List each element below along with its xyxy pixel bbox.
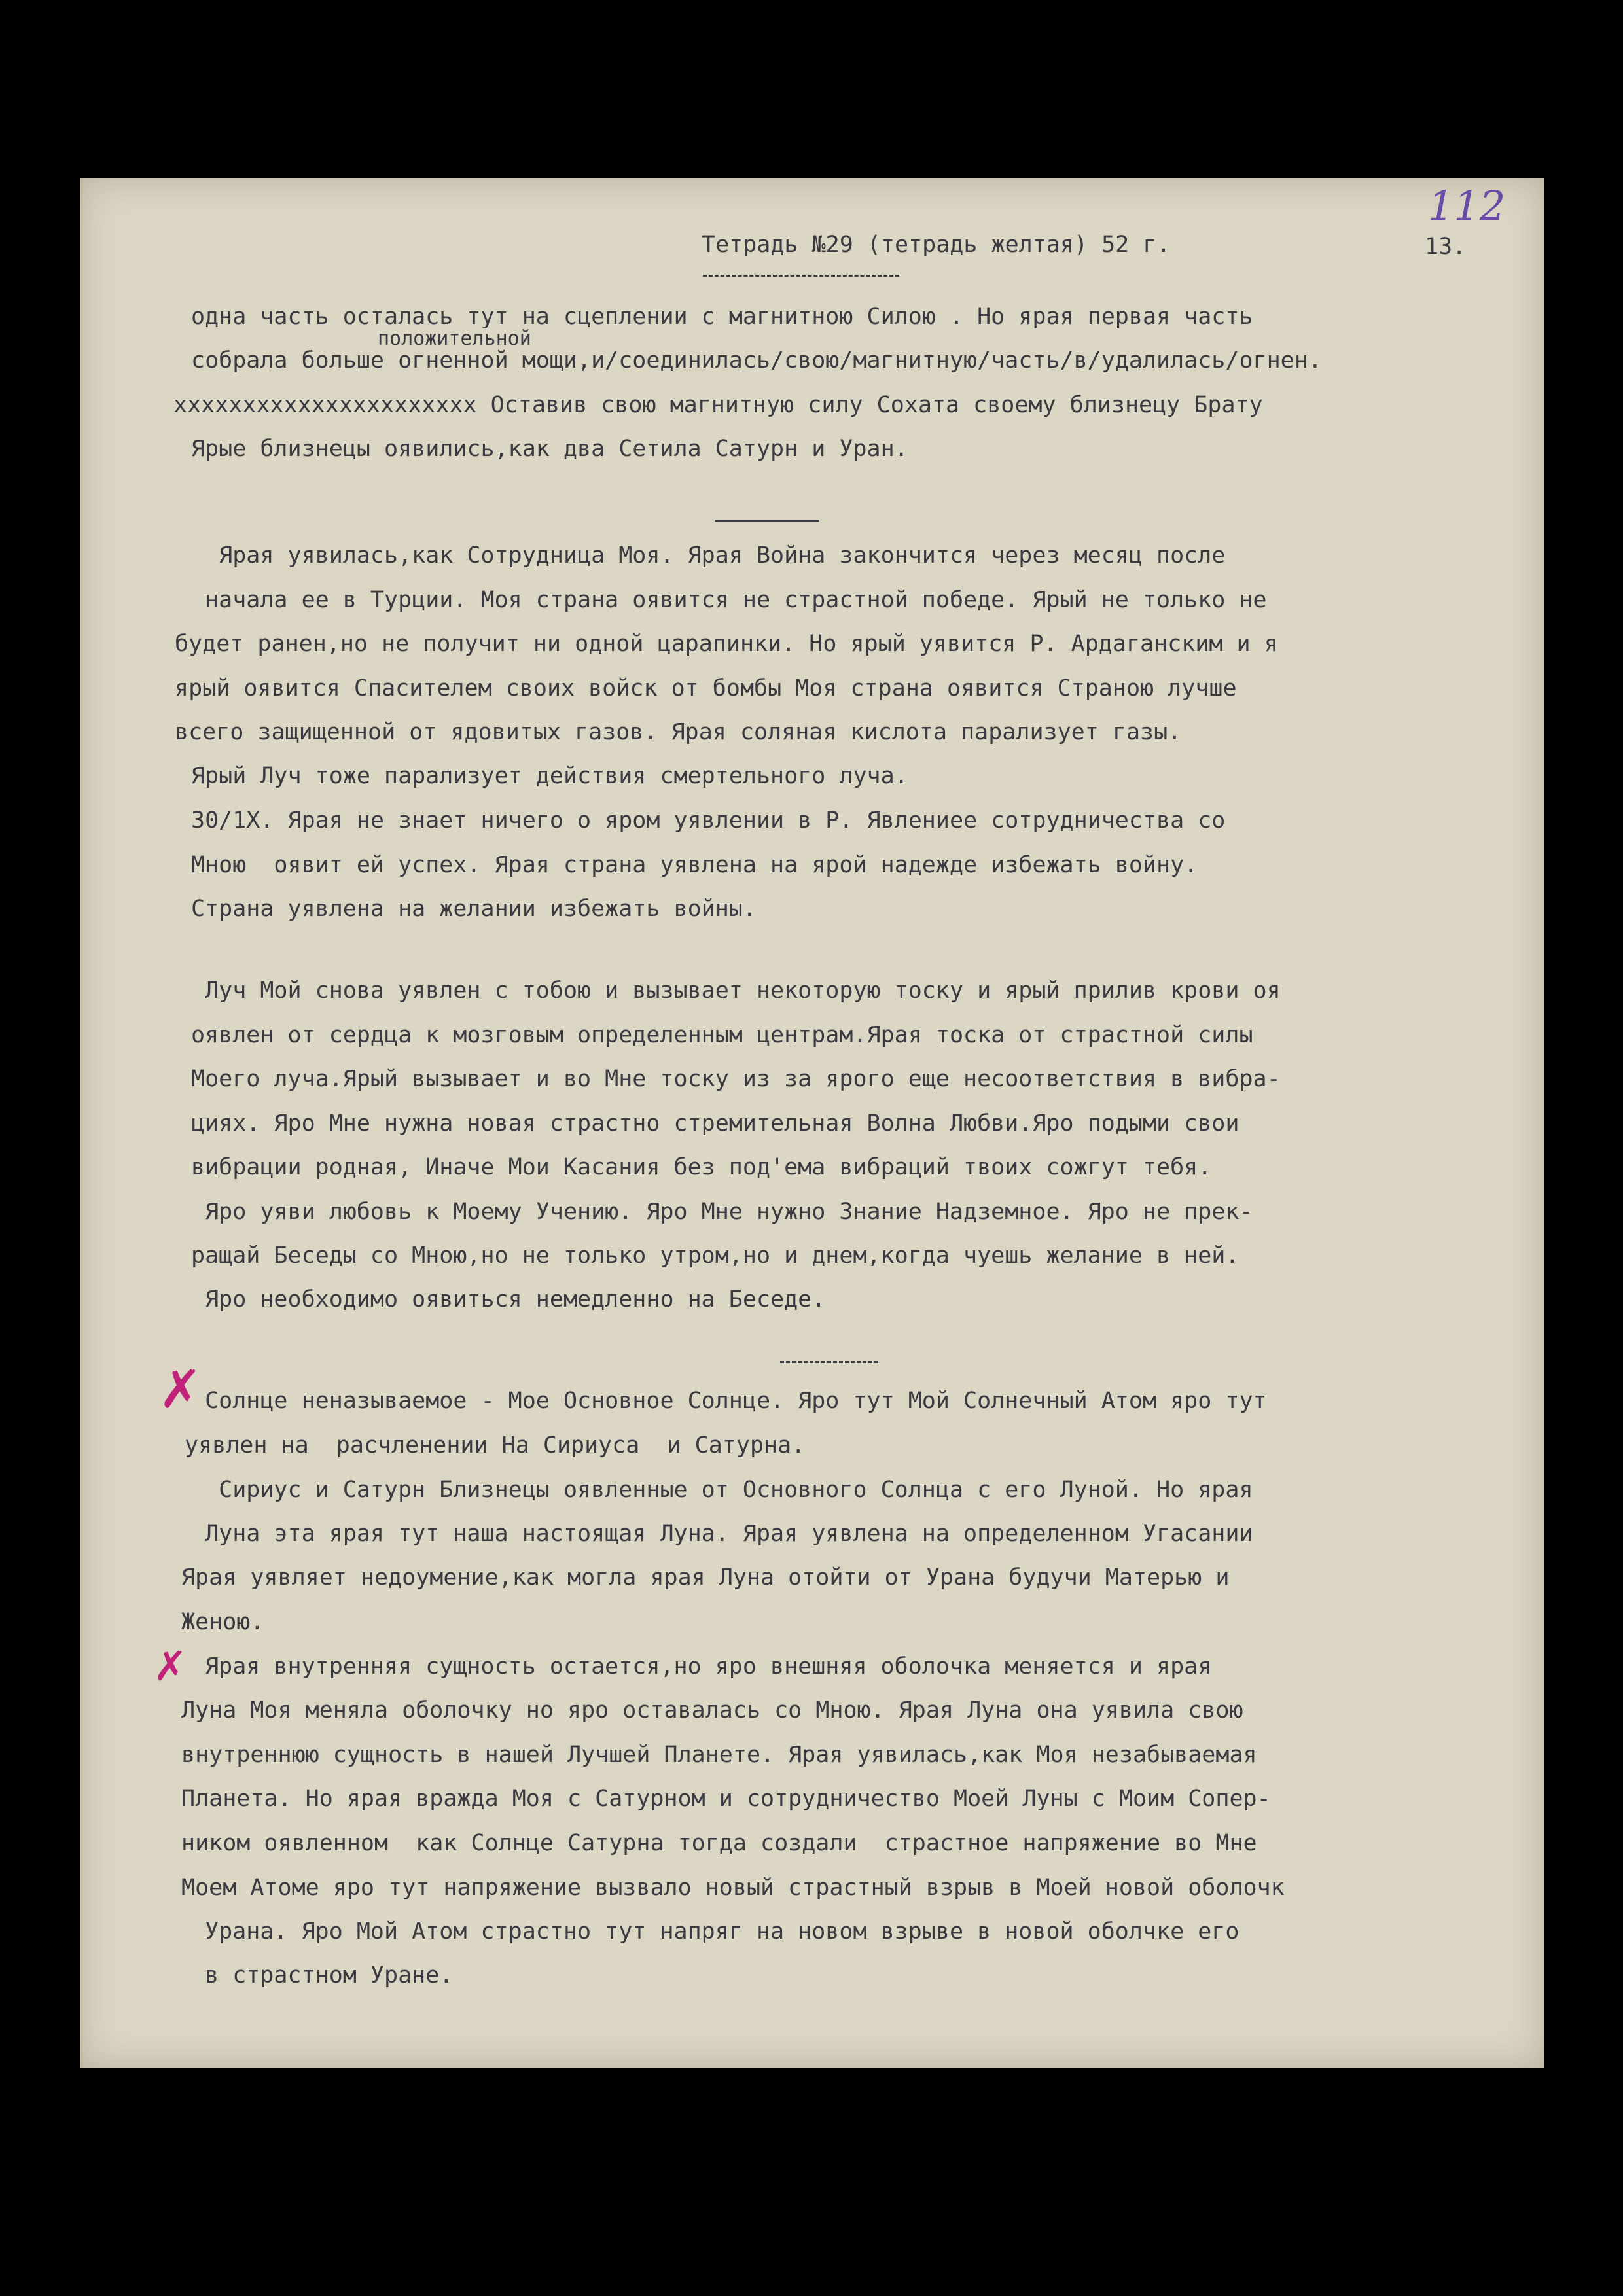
paragraph-2-line-3: будет ранен,но не получит ни одной царапинки. Но ярый уявится Р. Ардаганским и я [175,631,1278,657]
margin-cross-mark: ✗ [153,1642,187,1690]
paragraph-2-line-1: Ярая уявилась,как Сотрудница Моя. Ярая Война закончится через месяц после [191,542,1226,569]
paragraph-3-line-8: Яро необходимо оявиться немедленно на Беседе. [191,1286,826,1313]
paragraph-4-line-4: Луна эта ярая тут наша настоящая Луна. Ярая уявлена на определенном Угасании [191,1521,1253,1547]
paragraph-4-line-10: Планета. Но ярая вражда Моя с Сатурном и сотрудничество Моей Луны с Моим Сопер- [181,1786,1271,1812]
paragraph-3-line-5: вибрации родная, Иначе Мои Касания без под'ема вибраций твоих сожгут тебя. [191,1154,1212,1180]
document-page [80,178,1544,2068]
paragraph-2-line-2: начала ее в Турции. Моя страна оявится не страстной победе. Ярый не только не [191,587,1267,613]
header-underline [703,275,899,277]
paragraph-4-line-6: Женою. [181,1609,264,1635]
paragraph-4-line-7: Ярая внутренняя сущность остается,но яро внешняя оболочка меняется и ярая [191,1653,1212,1680]
paragraph-4-line-8: Луна Моя меняла оболочку но яро оставалась со Мною. Ярая Луна она уявила свою [181,1697,1243,1723]
page-header-title: Тетрадь №29 (тетрадь желтая) 52 г. [702,232,1171,258]
paragraph-3-line-2: оявлен от сердца к мозговым определенным центрам.Ярая тоска от страстной силы [191,1022,1253,1048]
paragraph-3-line-3: Моего луча.Ярый вызывает и во Мне тоску из за ярого еще несоответствия в вибра- [191,1066,1281,1092]
paragraph-3-line-7: ращай Беседы со Мною,но не только утром,но и днем,когда чуешь желание в ней. [191,1243,1240,1269]
paragraph-4-line-5: Ярая уявляет недоумение,как могла ярая Луна отойти от Урана будучи Матерью и [181,1564,1230,1591]
paragraph-3-line-6: Яро уяви любовь к Моему Учению. Яро Мне нужно Знание Надземное. Яро не прек- [191,1199,1253,1225]
section-divider-dashed [780,1361,878,1363]
paragraph-4-line-14: в страстном Уране. [191,1962,454,1988]
paragraph-1-line-2: собрала больше огненной мощи,и/соединилась/свою/магнитную/часть/в/удалилась/огнен. [191,347,1322,374]
paragraph-1-line-3: xxxxxxxxxxxxxxxxxxxxxx Оставив свою магнитную силу Сохата своему близнецу Брату [173,392,1263,418]
paragraph-2-line-4: ярый оявится Спасителем своих войск от бомбы Моя страна оявится Страною лучше [175,675,1237,701]
paragraph-2-line-7: 30/1Х. Ярая не знает ничего о яром уявлении в Р. Явлениее сотрудничества со [191,807,1226,834]
paragraph-2-line-8: Мною оявит ей успех. Ярая страна уявлена на ярой надежде избежать войну. [191,852,1198,878]
paragraph-1-line-1: одна часть осталась тут на сцеплении с магнитною Силою . Но ярая первая часть [191,304,1253,330]
page-number: 13. [1425,234,1467,260]
paragraph-1-line-4: Ярые близнецы оявились,как два Сетила Сатурн и Уран. [191,436,908,462]
margin-cross-mark: ✗ [158,1359,203,1420]
paragraph-4-line-9: внутреннюю сущность в нашей Лучшей Планете. Ярая уявилась,как Моя незабываемая [181,1742,1257,1768]
paragraph-3-line-4: циях. Яро Мне нужна новая страстно стремительная Волна Любви.Яро подыми свои [191,1110,1240,1137]
paragraph-3-line-1: Луч Мой снова уявлен с тобою и вызывает некоторую тоску и ярый прилив крови оя [191,978,1281,1004]
paragraph-4-line-11: ником оявленном как Солнце Сатурна тогда создали страстное напряжение во Мне [181,1830,1257,1856]
folio-number: 112 [1428,182,1506,230]
paragraph-4-line-13: Урана. Яро Мой Атом страстно тут напряг на новом взрыве в новой оболчке его [191,1918,1240,1945]
interlinear-insertion: положительной [378,327,531,350]
paragraph-4-line-3: Сириус и Сатурн Близнецы оявленные от Основного Солнца с его Луной. Но ярая [191,1477,1253,1503]
paragraph-2-line-5: всего защищенной от ядовитых газов. Ярая соляная кислота парализует газы. [175,719,1182,745]
paragraph-2-line-6: Ярый Луч тоже парализует действия смертельного луча. [191,763,908,789]
paragraph-2-line-9: Страна уявлена на желании избежать войны. [191,896,757,922]
paragraph-4-line-12: Моем Атоме яро тут напряжение вызвало новый страстный взрыв в Моей новой оболочк [181,1875,1285,1901]
paragraph-4-line-2: уявлен на расчленении На Сириуса и Сатурна. [185,1432,806,1458]
section-divider [715,520,819,522]
paragraph-4-line-1: Солнце неназываемое - Мое Основное Солнце. Яро тут Мой Солнечный Атом яро тут [191,1388,1267,1414]
